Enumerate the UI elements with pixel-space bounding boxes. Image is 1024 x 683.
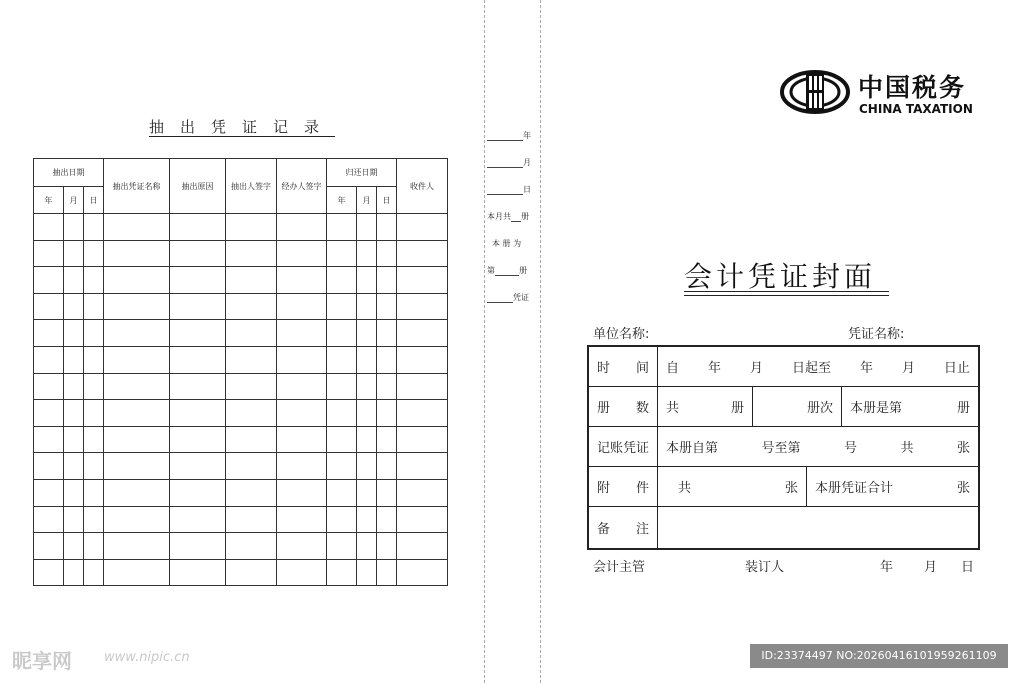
table-cell [226,346,277,373]
table-cell [397,320,448,347]
table-cell [170,320,226,347]
table-row [34,506,448,533]
table-cell [397,214,448,241]
row-label-accounting: 记账凭证 [588,427,658,467]
table-cell [84,320,104,347]
table-cell [377,479,397,506]
table-cell [64,373,84,400]
table-cell [377,426,397,453]
table-cell [377,346,397,373]
table-cell [357,426,377,453]
table-cell [34,559,64,586]
margin-voucher: 凭证 [487,292,537,303]
table-cell [226,240,277,267]
header-voucher-name: 抽出凭证名称 [104,159,170,214]
header-out-day: 日 [84,187,104,214]
header-out-date: 抽出日期 [34,159,104,187]
table-cell [104,559,170,586]
margin-this-volume: 本 册 为 [492,239,522,248]
table-row [34,320,448,347]
table-cell [84,559,104,586]
table-cell [64,346,84,373]
table-cell [377,267,397,294]
table-cell [226,293,277,320]
table-cell [34,400,64,427]
table-cell [170,400,226,427]
table-cell [34,506,64,533]
table-cell [226,426,277,453]
table-cell [226,400,277,427]
table-cell [357,479,377,506]
table-cell [357,373,377,400]
row-label-notes: 备 注 [588,507,658,550]
table-cell [327,453,357,480]
accounting-range-cell: 本册自第 号至第 号 共 张 [658,427,980,467]
notes-cell [658,507,980,550]
margin-month-total: 本月共 册 [487,212,529,221]
margin-volume-no: 第 册 [487,266,527,275]
table-cell [327,426,357,453]
table-cell [104,479,170,506]
header-handler-sign: 经办人签字 [277,159,327,214]
table-row [34,559,448,586]
table-cell [327,320,357,347]
table-cell [34,453,64,480]
table-cell [397,479,448,506]
table-cell [277,506,327,533]
watermark-logo: 昵享网 [12,649,72,673]
header-return-day: 日 [377,187,397,214]
table-cell [397,293,448,320]
binding-dashed-line-left [484,0,485,683]
watermark-url: www.nipic.cn [104,650,190,665]
header-out-sign: 抽出人签字 [226,159,277,214]
volumes-cell [658,387,980,427]
header-return-month: 月 [357,187,377,214]
table-cell [170,293,226,320]
table-cell [277,293,327,320]
withdrawal-record-table [33,158,448,586]
volumes-order: 册次 [753,387,842,426]
table-cell [34,293,64,320]
table-cell [397,453,448,480]
table-cell [84,373,104,400]
table-cell [226,214,277,241]
table-cell [397,373,448,400]
header-out-year: 年 [34,187,64,214]
table-cell [34,320,64,347]
table-cell [104,400,170,427]
table-cell [357,400,377,427]
footer-supervisor: 会计主管 [593,560,646,575]
table-cell [357,320,377,347]
table-cell [277,214,327,241]
table-cell [84,453,104,480]
table-cell [64,559,84,586]
table-cell [84,214,104,241]
margin-year: 年 [487,130,537,141]
header-out-month: 月 [64,187,84,214]
table-cell [357,346,377,373]
table-cell [64,214,84,241]
table-cell [170,453,226,480]
record-title: 抽出凭证记录 [148,118,335,136]
table-cell [64,240,84,267]
table-cell [64,453,84,480]
cover-info-table [587,345,980,550]
table-cell [226,533,277,560]
table-cell [327,267,357,294]
header-reason: 抽出原因 [170,159,226,214]
footer-year: 年 [880,560,894,575]
footer-month: 月 [924,560,938,575]
table-cell [170,346,226,373]
footer-binder: 装订人 [745,560,785,575]
table-cell [64,479,84,506]
table-row [34,240,448,267]
table-cell [170,426,226,453]
table-cell [357,559,377,586]
tax-emblem-icon [780,68,850,116]
table-cell [277,346,327,373]
table-cell [170,373,226,400]
table-cell [377,240,397,267]
table-cell [226,320,277,347]
table-cell [64,426,84,453]
table-cell [377,506,397,533]
table-cell [84,479,104,506]
table-cell [84,533,104,560]
attachments-total: 共 张 [658,467,807,506]
table-cell [277,559,327,586]
table-cell [104,267,170,294]
table-cell [104,240,170,267]
table-cell [64,320,84,347]
header-return-year: 年 [327,187,357,214]
watermark-id-badge: ID:23374497 NO:20260416101959261109 [750,644,1008,668]
table-cell [397,533,448,560]
table-cell [226,559,277,586]
table-cell [377,533,397,560]
table-cell [84,240,104,267]
table-cell [34,426,64,453]
table-cell [34,346,64,373]
table-cell [397,400,448,427]
table-cell [104,373,170,400]
table-cell [170,506,226,533]
table-cell [377,559,397,586]
table-cell [277,320,327,347]
table-cell [226,506,277,533]
table-cell [357,214,377,241]
table-cell [104,214,170,241]
table-cell [34,267,64,294]
table-cell [357,506,377,533]
table-cell [226,453,277,480]
margin-month: 月 [487,157,537,168]
table-row [34,426,448,453]
table-cell [84,506,104,533]
table-cell [64,533,84,560]
table-cell [327,479,357,506]
table-cell [226,267,277,294]
table-cell [277,426,327,453]
table-cell [277,479,327,506]
table-cell [397,506,448,533]
table-cell [357,453,377,480]
volumes-total: 共 册 [658,387,753,426]
table-row [34,293,448,320]
logo-chinese-text: 中国税务 [858,73,967,102]
header-return-date: 归还日期 [327,159,397,187]
table-cell [277,533,327,560]
table-cell [377,453,397,480]
table-cell [104,346,170,373]
table-cell [277,453,327,480]
footer-day: 日 [961,560,975,575]
table-cell [34,373,64,400]
table-cell [277,240,327,267]
table-cell [327,559,357,586]
table-cell [277,400,327,427]
table-cell [64,293,84,320]
table-cell [377,400,397,427]
row-label-time: 时 间 [588,346,658,387]
table-cell [377,214,397,241]
table-cell [64,267,84,294]
binding-dashed-line-right [540,0,541,683]
time-range-cell: 自 年 月 日起至 年 月 日止 [658,346,980,387]
table-cell [84,400,104,427]
table-cell [84,426,104,453]
table-cell [170,240,226,267]
table-cell [226,373,277,400]
table-row [34,214,448,241]
table-cell [377,373,397,400]
table-cell [104,426,170,453]
table-cell [327,346,357,373]
table-cell [357,267,377,294]
table-cell [104,453,170,480]
table-cell [397,267,448,294]
table-row [34,533,448,560]
table-cell [104,320,170,347]
table-cell [327,240,357,267]
table-cell [397,346,448,373]
table-cell [84,267,104,294]
cover-title: 会计凭证封面 [684,260,877,293]
table-cell [84,293,104,320]
table-cell [34,479,64,506]
attachments-sum: 本册凭证合计 张 [815,481,971,496]
table-cell [357,240,377,267]
volumes-this-is: 本册是第 册 [850,401,971,416]
table-row [34,400,448,427]
table-cell [327,506,357,533]
table-row [34,267,448,294]
table-cell [104,293,170,320]
header-receiver: 收件人 [397,159,448,214]
table-row [34,346,448,373]
table-cell [277,373,327,400]
table-cell [377,320,397,347]
voucher-name-label: 凭证名称: [848,327,905,342]
title-underline-1 [684,291,889,292]
table-cell [327,533,357,560]
table-cell [226,479,277,506]
row-label-attachments: 附 件 [588,467,658,507]
table-cell [397,240,448,267]
table-cell [170,559,226,586]
row-label-volumes: 册 数 [588,387,658,427]
table-cell [327,214,357,241]
table-cell [34,240,64,267]
table-cell [34,533,64,560]
table-cell [104,506,170,533]
table-cell [357,533,377,560]
table-cell [64,400,84,427]
table-cell [64,506,84,533]
table-row [34,373,448,400]
table-cell [170,533,226,560]
table-cell [377,293,397,320]
unit-name-label: 单位名称: [593,327,650,342]
logo-english-text: CHINA TAXATION [859,102,973,116]
table-cell [327,373,357,400]
table-cell [397,559,448,586]
title-underline-2 [684,295,889,296]
margin-day: 日 [487,184,537,195]
table-cell [357,293,377,320]
table-row [34,479,448,506]
table-cell [170,479,226,506]
table-cell [170,267,226,294]
table-cell [397,426,448,453]
table-cell [277,267,327,294]
table-cell [170,214,226,241]
table-cell [104,533,170,560]
table-cell [327,400,357,427]
table-cell [327,293,357,320]
table-cell [34,214,64,241]
table-cell [84,346,104,373]
table-row [34,453,448,480]
attachments-cell [658,467,980,507]
